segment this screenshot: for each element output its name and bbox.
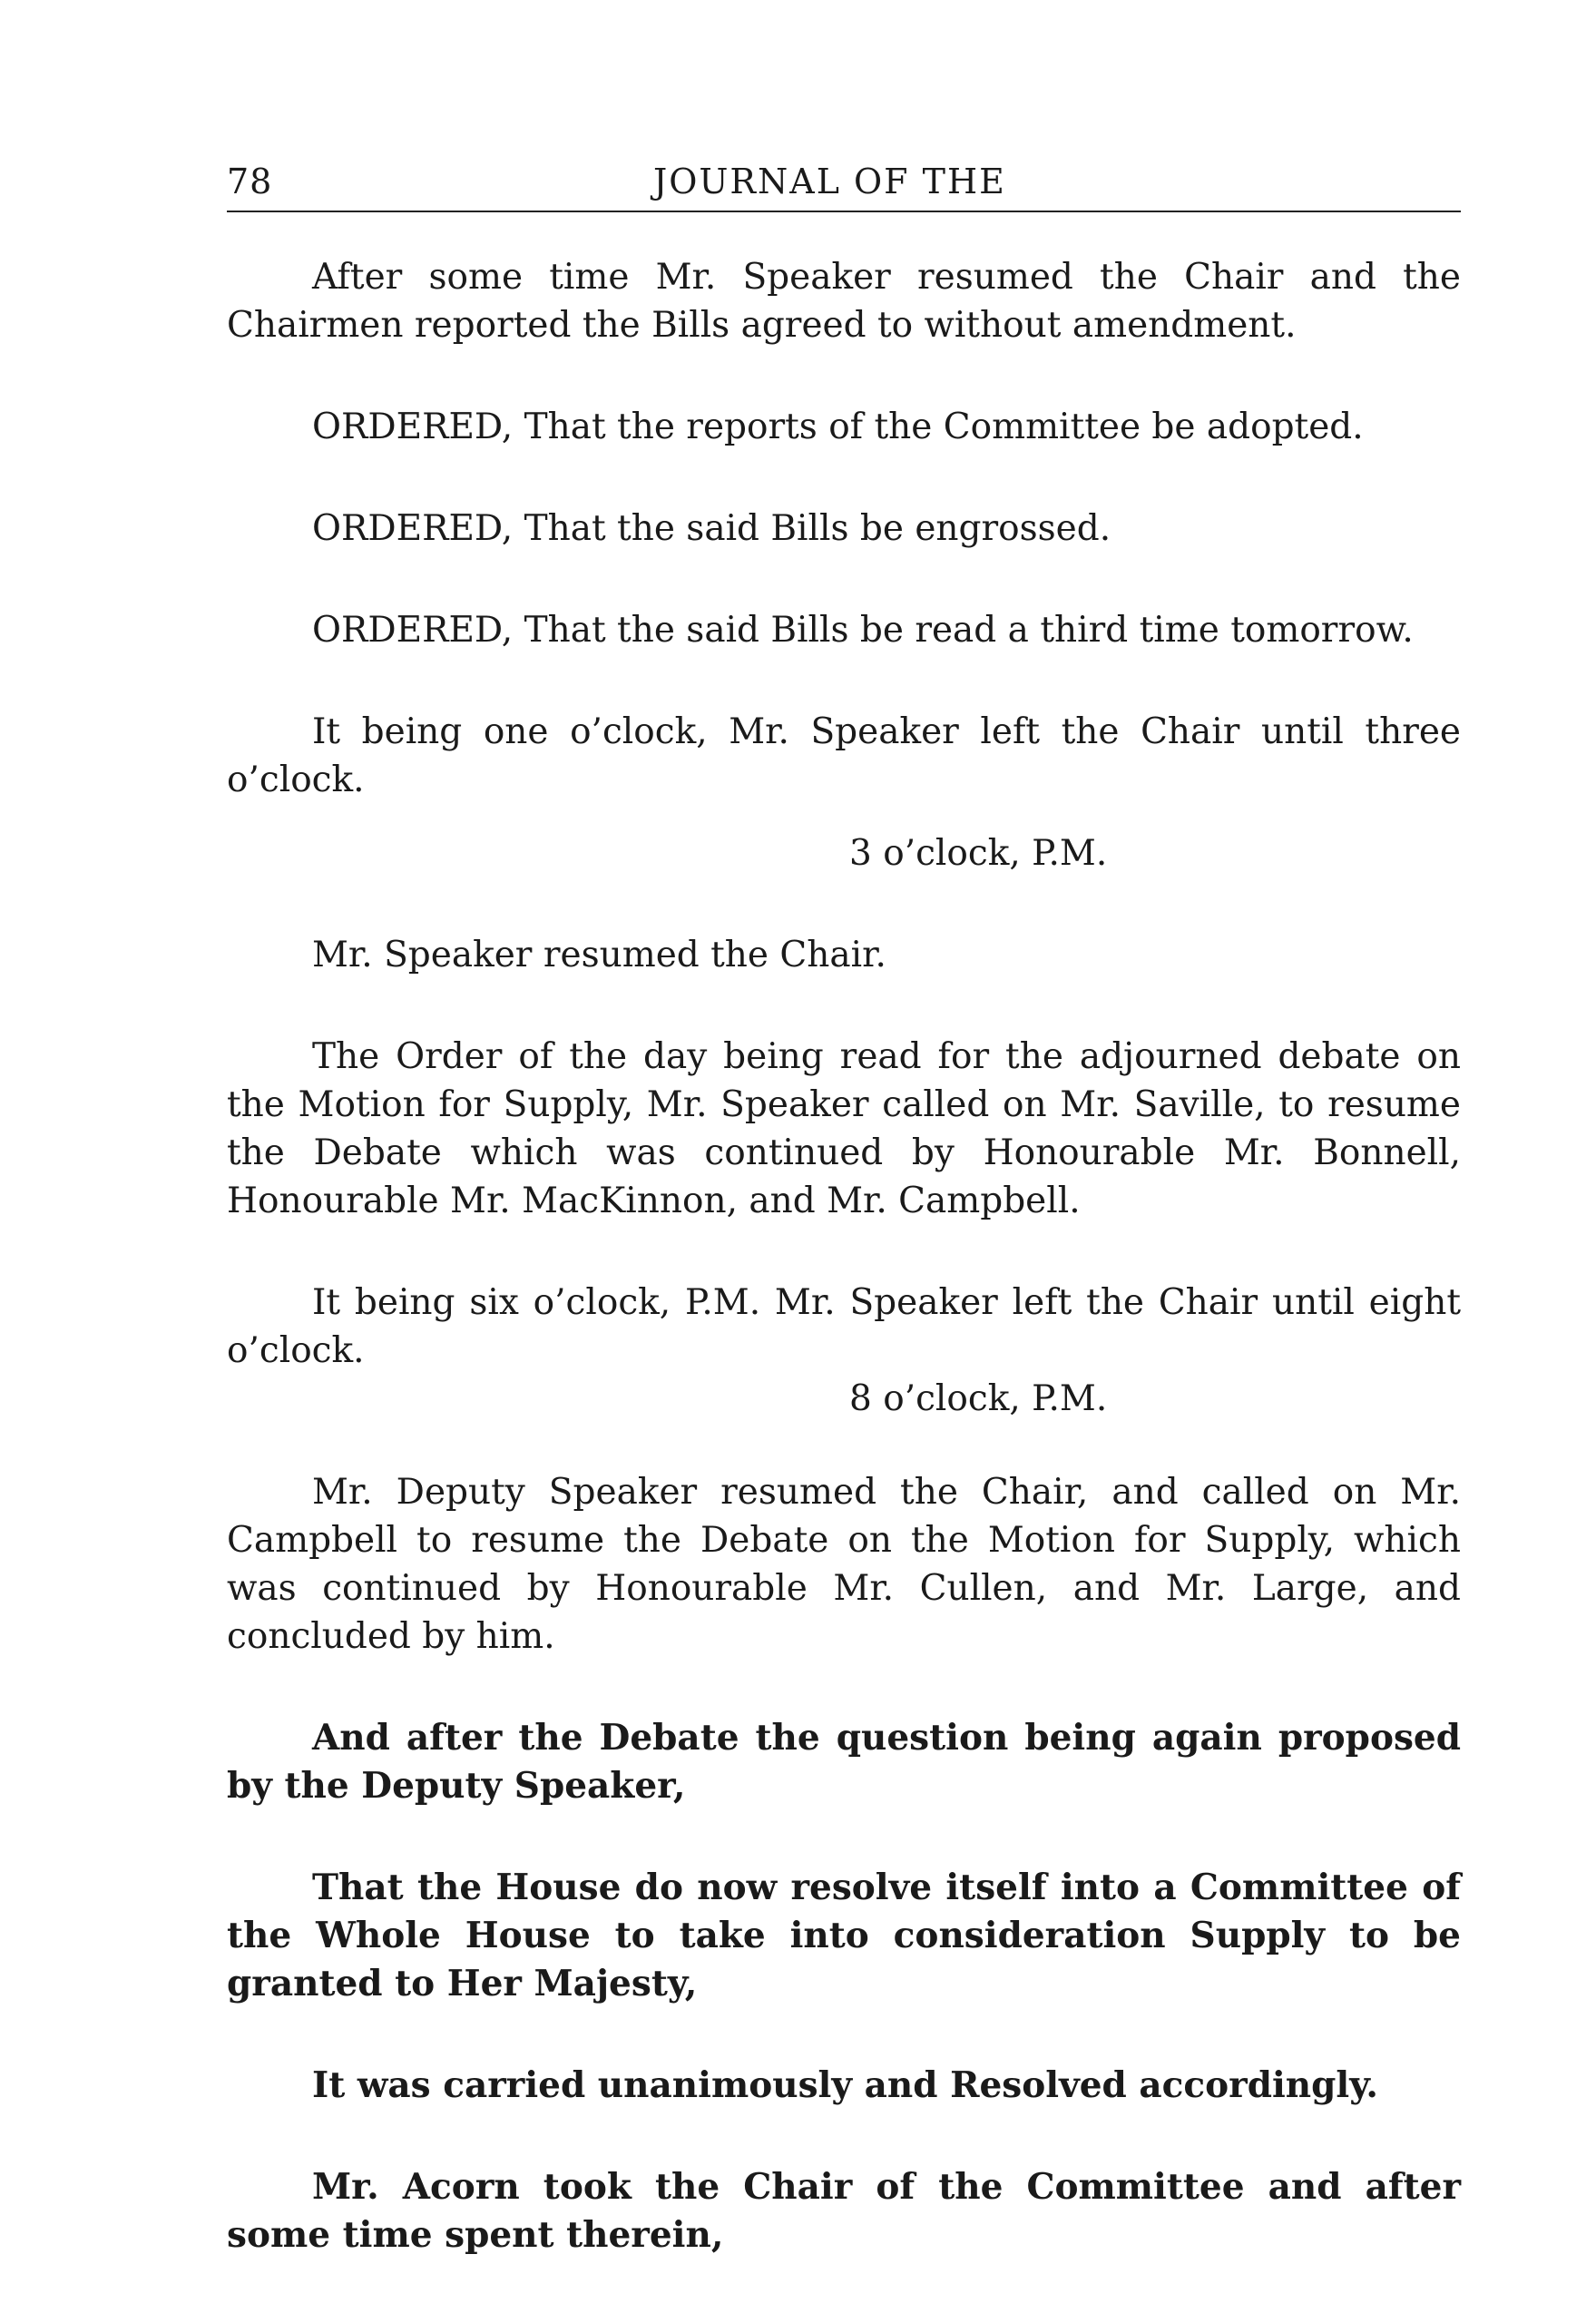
journal-body [227, 253, 1461, 2259]
running-head: JOURNAL OF THE [653, 162, 1006, 201]
paragraph-speaker-resumed: Mr. Speaker resumed the Chair. [312, 935, 886, 975]
page-header [227, 154, 1461, 212]
ordered-reports-adopted: ORDERED, That the reports of the Committee be adopted. [312, 407, 1364, 447]
paragraph-six-oclock-recess: It being six o’clock, P.M. Mr. Speaker left the Chair until eight o’clock. [227, 1282, 1461, 1371]
ordered-third-reading: ORDERED, That the said Bills be read a third time tomorrow. [312, 610, 1414, 651]
paragraph-adjourned-debate: The Order of the day being read for the adjourned debate on the Motion for Supply, Mr. Speaker called on Mr. Saville, to resume the Debate which was continued by Honourable Mr. Bonnell, Honourable Mr. MacKinnon, and Mr. Campbell. [227, 1036, 1461, 1221]
paragraph-deputy-speaker-debate: Mr. Deputy Speaker resumed the Chair, and called on Mr. Campbell to resume the Debate on the Motion for Supply, which was continued by Honourable Mr. Cullen, and Mr. Large, and concluded by him. [227, 1472, 1461, 1657]
time-marker-3pm: 3 o’clock, P.M. [849, 833, 1108, 874]
ordered-bills-engrossed: ORDERED, That the said Bills be engrossed. [312, 508, 1111, 549]
journal-page [227, 154, 1461, 2313]
page-number: 78 [227, 162, 273, 201]
paragraph-motion-supply: That the House do now resolve itself into a Committee of the Whole House to take into consideration Supply to be granted to Her Majesty, [227, 1867, 1461, 2004]
paragraph-one-oclock-recess: It being one o’clock, Mr. Speaker left the Chair until three o’clock. [227, 711, 1461, 800]
time-marker-8pm: 8 o’clock, P.M. [849, 1378, 1108, 1419]
paragraph-carried-unanimously: It was carried unanimously and Resolved accordingly. [312, 2064, 1379, 2106]
paragraph-question-proposed: And after the Debate the question being again proposed by the Deputy Speaker, [227, 1717, 1461, 1807]
paragraph-acorn-chair: Mr. Acorn took the Chair of the Committee and after some time spent therein, [227, 2166, 1461, 2256]
paragraph-chairmen-report: After some time Mr. Speaker resumed the Chair and the Chairmen reported the Bills agreed to without amendment. [227, 257, 1461, 346]
